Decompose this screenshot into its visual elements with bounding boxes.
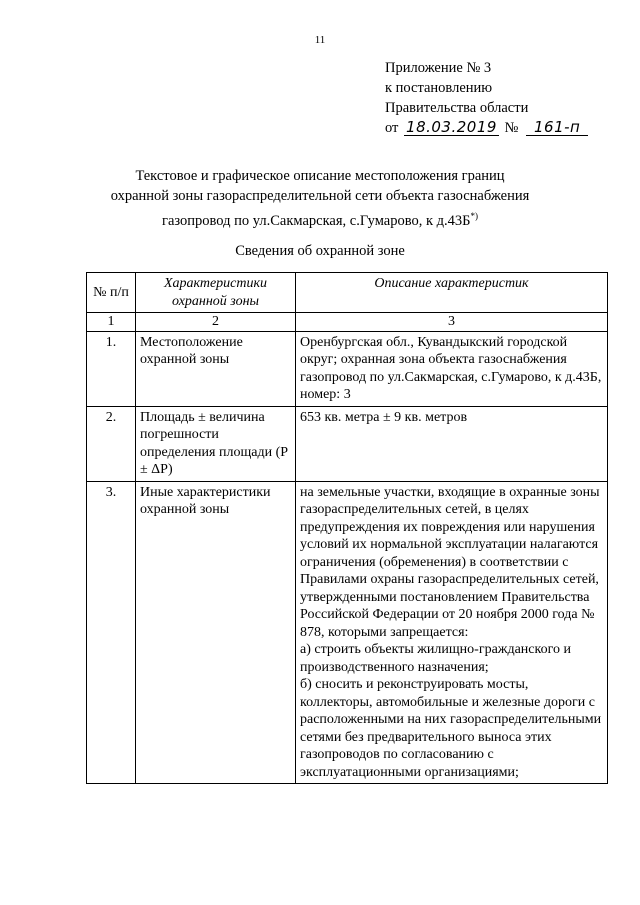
appendix-line-3: Правительства области [385,100,529,116]
number-sign: № [504,120,519,136]
row-desc-item-a: а) строить объекты жилищно-гражданского и производственного назначения; [300,642,571,675]
row-num: 2. [87,406,136,481]
row-desc: на земельные участки, входящие в охранные зоны газораспределительных сетей, в целях предупреждения их повреждения или нарушения условий их нормальной эксплуатации налагаются ограничения (обременения) в соответствии с Правилами охраны газораспределительных сетей, утвержденными постановлением Правительства Российской Федерации от 20 ноября 2000 года № 878, которыми запрещается: [300,484,600,640]
header-num: № п/п [87,273,136,313]
title-line-2: охранной зоны газораспределительной сети объекта газоснабжения [110,188,530,204]
appendix-date-line [385,118,588,138]
row-desc: Оренбургская обл., Кувандыкский городской округ; охранная зона объекта газоснабжения газопровод по ул.Сакмарская, с.Гумарово, к д.43Б, номер: 3 [296,331,608,406]
table-row [87,481,608,784]
footnote-mark: *) [470,211,478,221]
handwritten-date: 18.03.2019 [406,118,497,136]
handwritten-number: 161-п [526,119,588,136]
header-description: Описание характеристик [296,273,608,313]
document-title [0,166,640,231]
date-prefix: от [385,120,399,136]
page-number: 11 [314,34,326,46]
row-name: Площадь ± величина погрешности определения площади (P ± ΔP) [136,406,296,481]
appendix-line-2: к постановлению [385,80,493,96]
table-row [87,406,608,481]
row-desc: 653 кв. метра ± 9 кв. метров [296,406,608,481]
zone-info-table [86,272,608,784]
row-name: Иные характеристики охранной зоны [136,481,296,784]
col-number-1: 1 [87,313,136,332]
row-desc-cell [296,481,608,784]
row-num: 3. [87,481,136,784]
title-line-3-text: газопровод по ул.Сакмарская, с.Гумарово, к д.43Б [162,212,471,229]
header-characteristics: Характеристики охранной зоны [136,273,296,313]
column-number-row [87,313,608,332]
title-line-1: Текстовое и графическое описание местоположения границ [135,168,505,184]
title-line-3 [0,206,640,231]
col-number-3: 3 [296,313,608,332]
row-desc-item-b: б) сносить и реконструировать мосты, коллекторы, автомобильные и железные дороги с расположенными на них газораспределительными сетями без предварительного выноса этих газопроводов по согласованию с эксплуатационными организациями; [300,677,602,780]
row-num: 1. [87,331,136,406]
appendix-block [385,58,588,138]
table-row [87,331,608,406]
appendix-line-1: Приложение № 3 [385,60,492,76]
row-name: Местоположение охранной зоны [136,331,296,406]
table-header-row [87,273,608,313]
section-subtitle: Сведения об охранной зоне [235,243,405,259]
col-number-2: 2 [136,313,296,332]
